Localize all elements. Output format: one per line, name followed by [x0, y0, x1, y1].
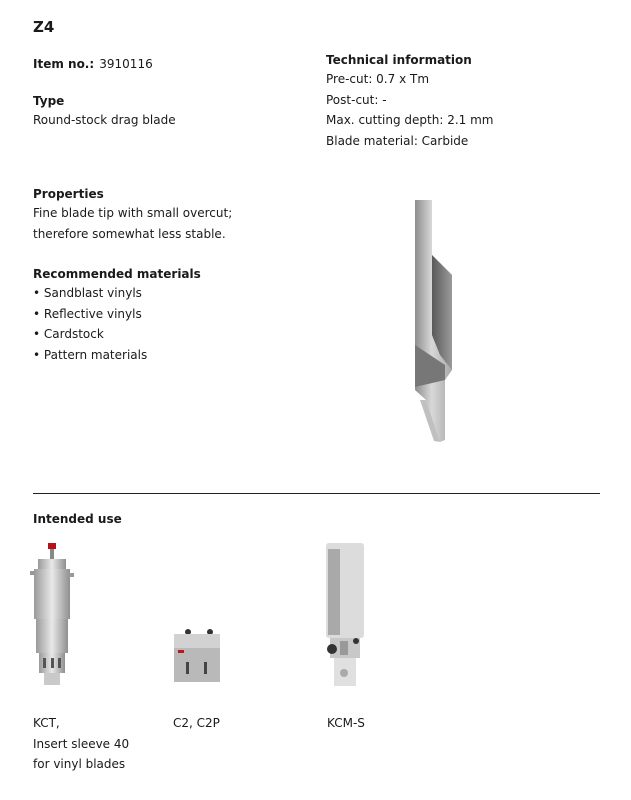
item-number: [33, 53, 153, 75]
properties-heading: Properties: [33, 187, 104, 201]
materials-item: • Cardstock: [33, 324, 147, 345]
properties-text: [33, 203, 232, 244]
item-number-value: 3910116: [99, 57, 153, 71]
caption-line: Insert sleeve 40: [33, 736, 130, 751]
section-divider: [33, 493, 600, 494]
blade-image: [400, 195, 460, 445]
tech-line-depth: Max. cutting depth: 2.1 mm: [326, 113, 494, 127]
tool-image-kct: [30, 543, 76, 688]
materials-item: • Reflective vinyls: [33, 304, 147, 325]
caption-line: KCT,: [33, 716, 60, 730]
tool-caption-c2: [173, 713, 220, 734]
tech-line-material: Blade material: Carbide: [326, 133, 469, 148]
product-title: Z4: [33, 18, 55, 36]
type-value: Round-stock drag blade: [33, 113, 176, 127]
caption-line: KCM-S: [327, 716, 365, 730]
tool-image-kcm-s: [320, 543, 370, 693]
materials-item: • Pattern materials: [33, 345, 147, 366]
tech-line-postcut: Post-cut: -: [326, 92, 387, 107]
tech-info-heading: Technical information: [326, 53, 472, 67]
materials-heading: Recommended materials: [33, 267, 201, 281]
caption-line: C2, C2P: [173, 716, 220, 730]
type-heading: Type: [33, 94, 65, 108]
tool-image-c2: [172, 628, 222, 688]
tool-caption-kcm-s: [327, 713, 365, 734]
tool-caption-kct: [33, 713, 129, 775]
properties-line-1: Fine blade tip with small overcut;: [33, 206, 233, 220]
materials-list: [33, 283, 147, 365]
tech-info-list: [326, 69, 493, 151]
tech-line-precut: Pre-cut: 0.7 x Tm: [326, 72, 430, 86]
item-number-label: Item no.:: [33, 57, 95, 71]
properties-line-2: therefore somewhat less stable.: [33, 226, 226, 241]
materials-item: • Sandblast vinyls: [33, 283, 147, 304]
caption-line: for vinyl blades: [33, 757, 126, 771]
intended-use-heading: Intended use: [33, 512, 122, 526]
